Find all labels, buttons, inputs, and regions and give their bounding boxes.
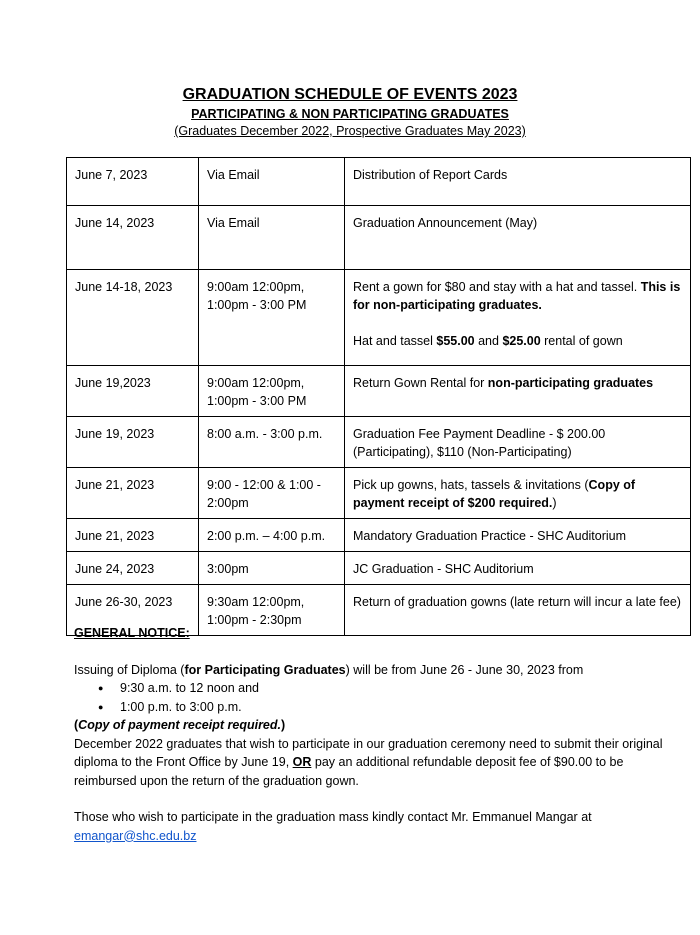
table-row: [67, 552, 691, 585]
page-title: GRADUATION SCHEDULE OF EVENTS 2023: [182, 86, 518, 103]
time-cell: 9:00 - 12:00 & 1:00 - 2:00pm: [199, 468, 345, 519]
notice-text: pay an additional refundable deposit fee of $90.00 to be reimbursed upon the return of the graduation gown.: [74, 755, 624, 788]
list-item: ● 9:30 a.m. to 12 noon and: [120, 679, 674, 698]
notice-emphasis: for Participating Graduates: [184, 662, 346, 677]
event-text: Pick up gowns, hats, tassels & invitations (: [353, 478, 589, 492]
mass-contact-text: Those who wish to participate in the graduation mass kindly contact Mr. Emmanuel Mangar at: [74, 810, 592, 824]
event-text: Return Gown Rental for: [353, 376, 488, 390]
list-item: ● 1:00 p.m. to 3:00 p.m.: [120, 698, 674, 717]
december-graduates-text: [74, 735, 674, 791]
date-cell: June 26-30, 2023: [67, 585, 199, 636]
general-notice: [74, 624, 674, 845]
event-text: ): [552, 496, 557, 510]
time-list: [74, 679, 674, 716]
time-cell: Via Email: [199, 158, 345, 206]
event-cell: Mandatory Graduation Practice - SHC Auditorium: [345, 519, 691, 552]
notice-text: ): [281, 718, 286, 732]
table-row: [67, 366, 691, 417]
date-cell: June 21, 2023: [67, 468, 199, 519]
event-cell: Graduation Announcement (May): [345, 206, 691, 270]
event-text: Hat and tassel: [353, 334, 437, 348]
date-cell: June 7, 2023: [67, 158, 199, 206]
event-text: Rent a gown for $80 and stay with a hat and tassel.: [353, 280, 641, 294]
event-emphasis: Copy of payment receipt of $200 required.: [353, 478, 636, 510]
gown-rental-price: $25.00: [502, 334, 541, 348]
date-cell: June 14-18, 2023: [67, 270, 199, 366]
date-cell: June 19,2023: [67, 366, 199, 417]
event-emphasis: non-participating graduates: [487, 376, 654, 390]
event-cell: JC Graduation - SHC Auditorium: [345, 552, 691, 585]
event-cell: [345, 366, 691, 417]
spacer: [74, 643, 674, 661]
time-cell: 2:00 p.m. – 4:00 p.m.: [199, 519, 345, 552]
event-emphasis: This is for non-participating graduates.: [353, 280, 681, 312]
table-row: [67, 468, 691, 519]
schedule-table: [66, 157, 691, 636]
hat-tassel-price: $55.00: [436, 334, 475, 348]
date-cell: June 24, 2023: [67, 552, 199, 585]
date-cell: June 19, 2023: [67, 417, 199, 468]
notice-text: (: [74, 718, 79, 732]
time-cell: 9:00am 12:00pm, 1:00pm - 3:00 PM: [199, 366, 345, 417]
page-subtitle: PARTICIPATING & NON PARTICIPATING GRADUATES: [191, 107, 509, 121]
event-cell: [345, 270, 691, 366]
spacer: [74, 790, 674, 808]
contact-email-link[interactable]: emangar@shc.edu.bz: [74, 828, 197, 843]
diploma-issuing-text: [74, 661, 674, 680]
table-row: [67, 206, 691, 270]
event-cell: Distribution of Report Cards: [345, 158, 691, 206]
receipt-note: [74, 716, 674, 735]
table-row: [67, 158, 691, 206]
table-row: [67, 417, 691, 468]
time-cell: 8:00 a.m. - 3:00 p.m.: [199, 417, 345, 468]
table-row: [67, 270, 691, 366]
event-text: and: [474, 334, 503, 348]
time-cell: Via Email: [199, 206, 345, 270]
date-cell: June 14, 2023: [67, 206, 199, 270]
notice-text: Issuing of Diploma (: [74, 662, 185, 677]
date-cell: June 21, 2023: [67, 519, 199, 552]
notice-heading: GENERAL NOTICE:: [74, 626, 190, 640]
event-cell: Graduation Fee Payment Deadline - $ 200.00 (Participating), $110 (Non-Participating): [345, 417, 691, 468]
page-subtitle-secondary: (Graduates December 2022, Prospective Graduates May 2023): [174, 124, 526, 138]
time-cell: 3:00pm: [199, 552, 345, 585]
time-cell: 9:00am 12:00pm, 1:00pm - 3:00 PM: [199, 270, 345, 366]
notice-emphasis: OR: [292, 755, 312, 769]
notice-emphasis: Copy of payment receipt required.: [78, 718, 281, 732]
event-cell: Return of graduation gowns (late return will incur a late fee): [345, 585, 691, 636]
event-cell: [345, 468, 691, 519]
notice-text: ) will be from June 26 - June 30, 2023 from: [345, 662, 584, 677]
table-row: [67, 519, 691, 552]
event-text: rental of gown: [540, 334, 623, 348]
contact-email-line: [74, 827, 674, 846]
notice-text: December 2022 graduates that wish to participate in our graduation ceremony need to submit their original diploma to the Front Office by June 19,: [74, 736, 663, 769]
spacer: [353, 314, 682, 332]
time-cell: 9:30am 12:00pm, 1:00pm - 2:30pm: [199, 585, 345, 636]
